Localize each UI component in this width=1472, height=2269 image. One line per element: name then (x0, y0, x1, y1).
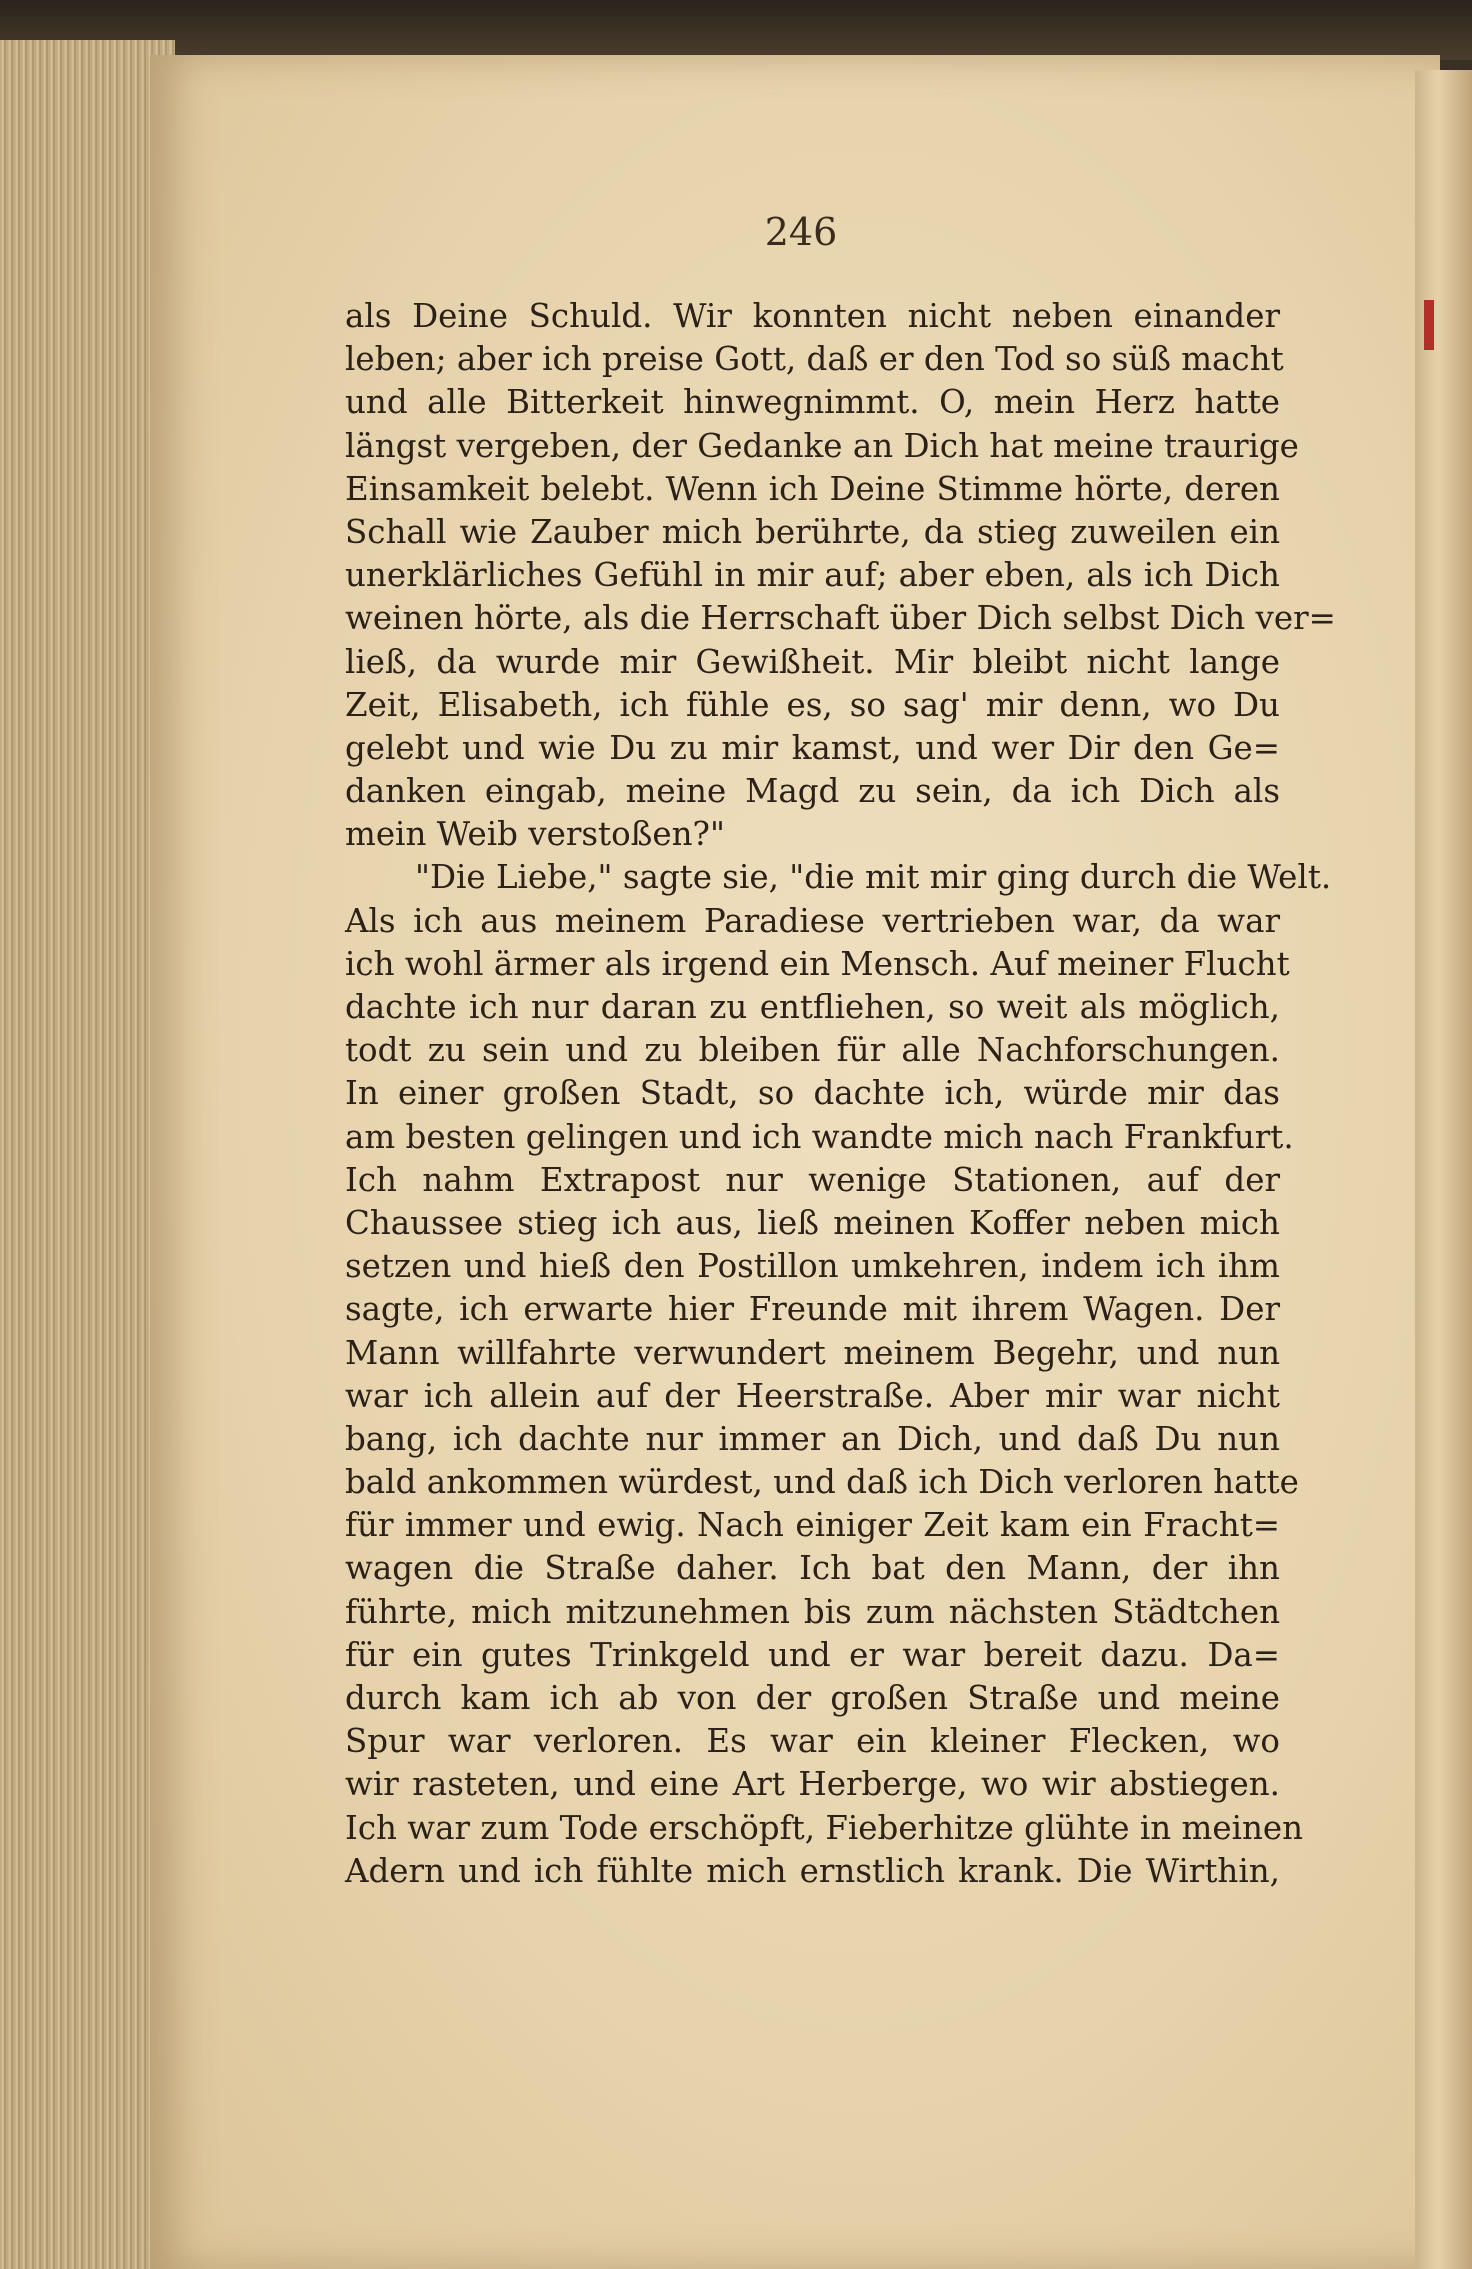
text-line: und alle Bitterkeit hinwegnimmt. O, mein Herz hatte (345, 383, 1280, 422)
text-line: "Die Liebe," sagte sie, "die mit mir ging durch die Welt. (415, 858, 1332, 897)
text-line: für ein gutes Trinkgeld und er war bereit dazu. Da= (345, 1635, 1280, 1674)
text-line: Spur war verloren. Es war ein kleiner Flecken, wo (345, 1722, 1280, 1761)
text-line: führte, mich mitzunehmen bis zum nächsten Städtchen (345, 1592, 1280, 1631)
page-number: 246 (764, 210, 838, 254)
bookmark-ribbon (1424, 300, 1434, 350)
text-line: leben; aber ich preise Gott, daß er den Tod so süß macht (345, 340, 1284, 379)
right-page-edge (1415, 70, 1472, 2269)
text-line: durch kam ich ab von der großen Straße und meine (345, 1679, 1280, 1717)
text-line: sagte, ich erwarte hier Freunde mit ihrem Wagen. Der (345, 1290, 1280, 1329)
text-line: gelebt und wie Du zu mir kamst, und wer Dir den Ge= (345, 728, 1280, 767)
text-line: In einer großen Stadt, so dachte ich, würde mir das (345, 1074, 1280, 1113)
page-stack-edge (0, 40, 175, 2269)
text-line: Chaussee stieg ich aus, ließ meinen Koffer neben mich (345, 1203, 1280, 1242)
text-line: war ich allein auf der Heerstraße. Aber mir war nicht (345, 1376, 1280, 1415)
text-line: ließ, da wurde mir Gewißheit. Mir bleibt nicht lange (345, 642, 1280, 681)
text-line: weinen hörte, als die Herrschaft über Dich selbst Dich ver= (345, 599, 1336, 638)
text-line: Zeit, Elisabeth, ich fühle es, so sag' mir denn, wo Du (345, 685, 1280, 724)
text-line: ich wohl ärmer als irgend ein Mensch. Auf meiner Flucht (345, 944, 1290, 983)
text-line: danken eingab, meine Magd zu sein, da ich Dich als (345, 772, 1280, 811)
body-text (345, 295, 1336, 1893)
text-line: als Deine Schuld. Wir konnten nicht neben einander (345, 297, 1280, 335)
text-line: Ich nahm Extrapost nur wenige Stationen, auf der (345, 1160, 1280, 1199)
text-line: wir rasteten, und eine Art Herberge, wo wir abstiegen. (345, 1765, 1280, 1804)
text-line: Einsamkeit belebt. Wenn ich Deine Stimme hörte, deren (345, 469, 1280, 508)
text-line: mein Weib verstoßen?" (345, 815, 725, 854)
text-line: unerklärliches Gefühl in mir auf; aber eben, als ich Dich (345, 556, 1280, 595)
text-line: Schall wie Zauber mich berührte, da stieg zuweilen ein (345, 512, 1280, 551)
text-line: Adern und ich fühlte mich ernstlich krank. Die Wirthin, (345, 1851, 1280, 1890)
text-line: für immer und ewig. Nach einiger Zeit kam ein Fracht= (345, 1506, 1280, 1545)
text-line: Mann willfahrte verwundert meinem Begehr, und nun (345, 1333, 1280, 1372)
text-line: dachte ich nur daran zu entfliehen, so weit als möglich, (345, 988, 1280, 1026)
text-line: längst vergeben, der Gedanke an Dich hat meine traurige (345, 426, 1299, 465)
book-cover-edge (0, 0, 1472, 60)
text-line: bald ankommen würdest, und daß ich Dich verloren hatte (345, 1463, 1299, 1502)
text-line: wagen die Straße daher. Ich bat den Mann, der ihn (345, 1549, 1280, 1588)
text-line: Als ich aus meinem Paradiese vertrieben war, da war (345, 901, 1280, 940)
text-line: todt zu sein und zu bleiben für alle Nachforschungen. (345, 1031, 1280, 1070)
text-line: am besten gelingen und ich wandte mich nach Frankfurt. (345, 1117, 1294, 1156)
text-line: Ich war zum Tode erschöpft, Fieberhitze glühte in meinen (345, 1808, 1304, 1847)
text-line: setzen und hieß den Postillon umkehren, indem ich ihm (345, 1247, 1280, 1286)
text-line: bang, ich dachte nur immer an Dich, und daß Du nun (345, 1419, 1280, 1458)
